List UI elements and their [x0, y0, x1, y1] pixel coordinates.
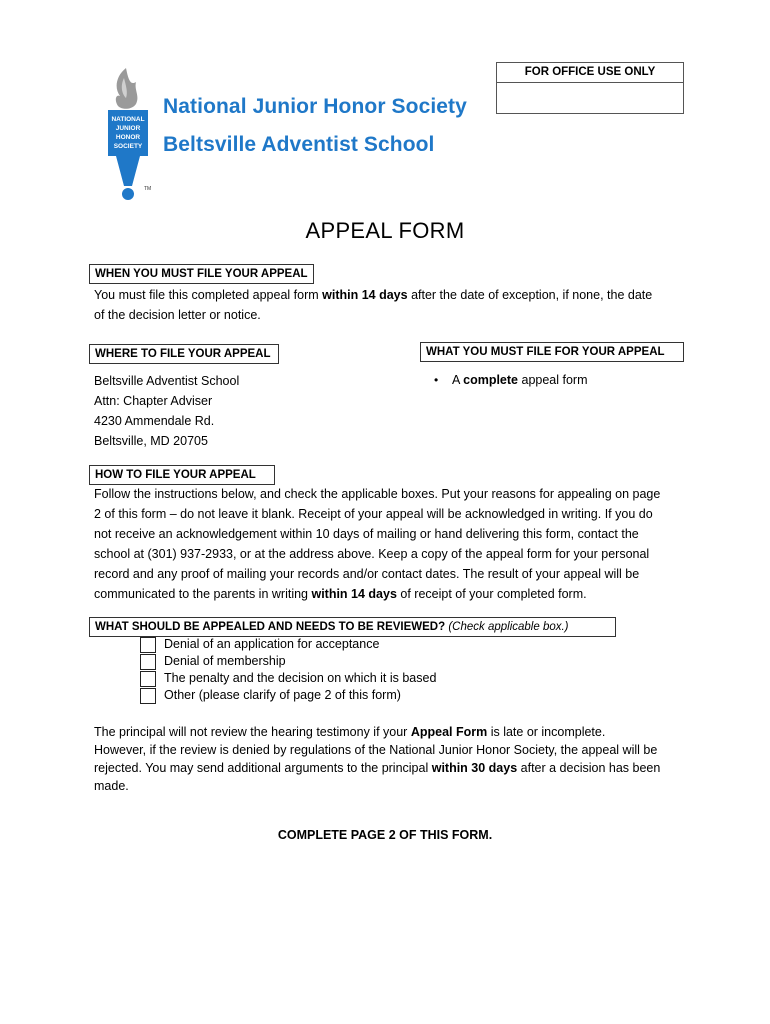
org-name-line2: Beltsville Adventist School	[163, 133, 435, 156]
how-text	[94, 484, 734, 604]
what-file-header: WHAT YOU MUST FILE FOR YOUR APPEAL	[420, 342, 684, 362]
checkbox[interactable]	[140, 671, 156, 687]
checkbox[interactable]	[140, 688, 156, 704]
principal-text-part: is late or incomplete.	[487, 725, 606, 739]
njhs-torch-logo	[106, 66, 150, 204]
how-line-last	[94, 584, 734, 604]
review-option[interactable]	[140, 636, 436, 653]
what-file-bullet	[434, 370, 588, 390]
torch-text-line: HONOR	[115, 134, 141, 141]
address-line: Beltsville Adventist School	[94, 374, 240, 388]
principal-text-part: after a decision has been	[517, 761, 661, 775]
when-text-part: You must file this completed appeal form	[94, 288, 323, 302]
bullet-text-part: appeal form	[518, 373, 588, 387]
bullet-icon: •	[434, 373, 439, 387]
when-text	[94, 285, 714, 325]
option-label: Denial of membership	[164, 654, 286, 668]
principal-text-part: rejected. You may send additional arguments to the principal	[94, 761, 432, 775]
how-text-part: communicated to the parents in writing	[94, 587, 312, 601]
principal-emphasis: Appeal Form	[410, 725, 488, 739]
how-header: HOW TO FILE YOUR APPEAL	[89, 465, 275, 485]
principal-text-part: The principal will not review the hearing testimony if your	[94, 725, 411, 739]
review-option[interactable]	[140, 687, 436, 704]
page-title: APPEAL FORM	[305, 218, 465, 243]
review-options	[140, 636, 436, 704]
principal-line: made.	[94, 779, 129, 793]
option-label: Denial of an application for acceptance	[164, 637, 380, 651]
where-header: WHERE TO FILE YOUR APPEAL	[89, 344, 279, 364]
how-line: school at (301) 937-2933, or at the address above. Keep a copy of the appeal form for your personal	[94, 547, 650, 561]
how-deadline: within 14 days	[311, 587, 397, 601]
how-line: not receive an acknowledgement within 10 days of mailing or hand delivering this form, contact the	[94, 527, 639, 541]
checkbox[interactable]	[140, 654, 156, 670]
trademark-mark: TM	[144, 186, 152, 192]
when-text-part: of the decision letter or notice.	[94, 308, 261, 322]
address-line: Attn: Chapter Adviser	[94, 394, 213, 408]
footer-instruction: COMPLETE PAGE 2 OF THIS FORM.	[277, 828, 493, 842]
address-line: Beltsville, MD 20705	[94, 434, 208, 448]
review-header-note: (Check applicable box.)	[445, 621, 569, 633]
office-use-box	[496, 62, 684, 114]
bullet-text-part: A	[452, 373, 464, 387]
option-label: The penalty and the decision on which it is based	[164, 671, 437, 685]
torch-text-line: NATIONAL	[111, 116, 145, 123]
review-option[interactable]	[140, 670, 436, 687]
principal-line: However, if the review is denied by regulations of the National Junior Honor Society, the appeal will be	[94, 743, 658, 757]
principal-deadline: within 30 days	[431, 761, 518, 775]
principal-text	[94, 723, 734, 795]
how-line: 2 of this form – do not leave it blank. Receipt of your appeal will be acknowledged in writing. If you do	[94, 507, 653, 521]
torch-text-line: SOCIETY	[113, 143, 143, 150]
review-header	[89, 617, 616, 637]
office-use-label: FOR OFFICE USE ONLY	[497, 63, 683, 83]
when-deadline: within 14 days	[322, 288, 408, 302]
how-text-part: of receipt of your completed form.	[396, 587, 587, 601]
torch-icon	[106, 66, 150, 204]
review-header-text: WHAT SHOULD BE APPEALED AND NEEDS TO BE REVIEWED?	[95, 621, 446, 633]
how-line: record and any proof of mailing your records and/or contact dates. The result of your appeal will be	[94, 567, 640, 581]
address-line: 4230 Ammendale Rd.	[94, 414, 215, 428]
torch-text-line: JUNIOR	[115, 125, 141, 132]
when-text-part: after the date of exception, if none, the date	[407, 288, 653, 302]
how-line: Follow the instructions below, and check the applicable boxes. Put your reasons for appealing on page	[94, 487, 661, 501]
review-option[interactable]	[140, 653, 436, 670]
when-header: WHEN YOU MUST FILE YOUR APPEAL	[89, 264, 314, 284]
org-name-line1: National Junior Honor Society	[163, 95, 467, 118]
option-label: Other (please clarify of page 2 of this form)	[164, 688, 401, 702]
where-address	[94, 371, 239, 451]
bullet-emphasis: complete	[463, 373, 519, 387]
checkbox[interactable]	[140, 637, 156, 653]
